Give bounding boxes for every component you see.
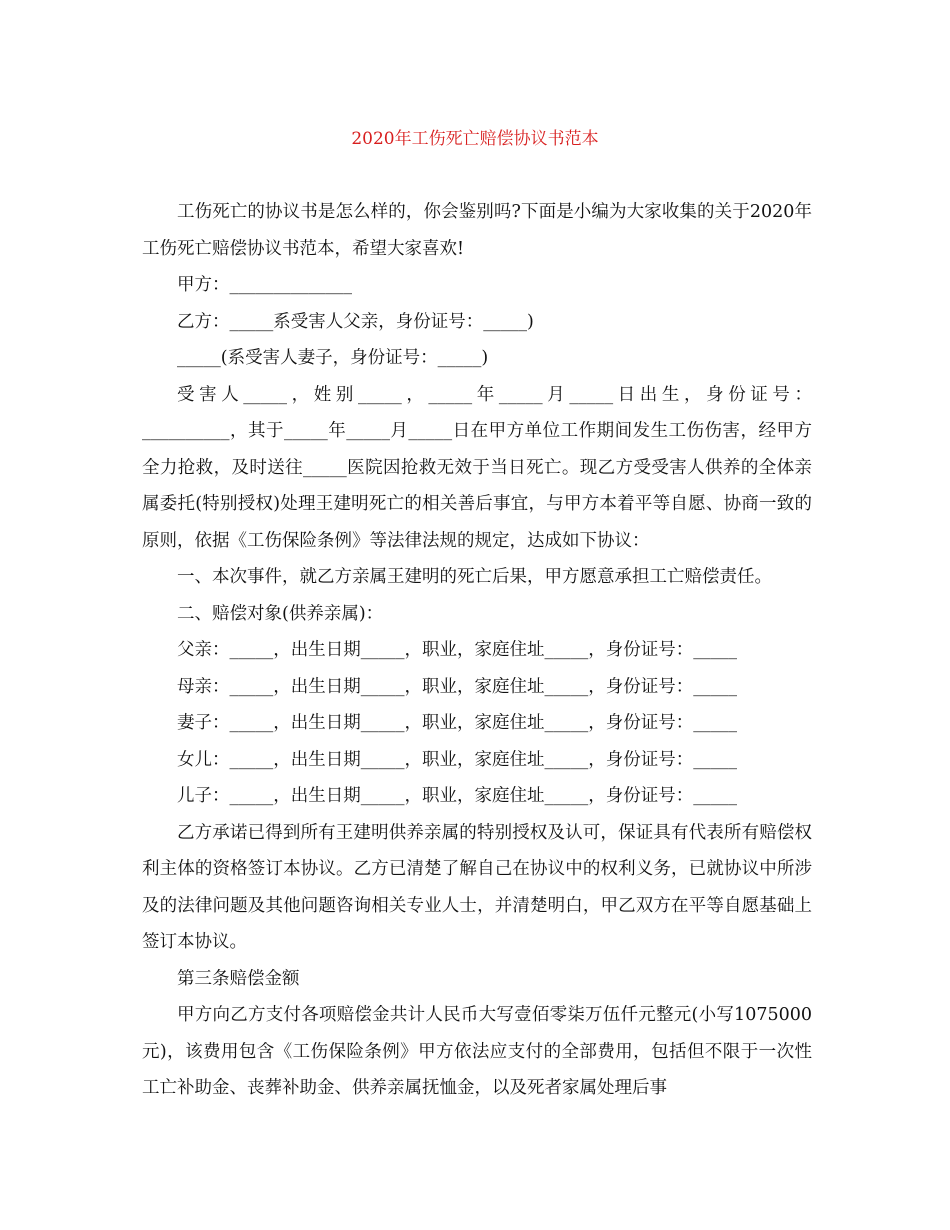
paragraph-party-a: 甲方：______________ [177, 275, 352, 295]
paragraph-intro: 工伤死亡的协议书是怎么样的，你会鉴别吗?下面是小编为大家收集的关于2020年工伤死亡赔偿协议书范本，希望大家喜欢! [142, 202, 812, 259]
paragraph-daughter: 女儿：_____，出生日期_____，职业，家庭住址_____，身份证号：_____ [177, 749, 737, 770]
paragraph-section-3-heading: 第三条赔偿金额 [177, 968, 300, 989]
paragraph-compensation: 甲方向乙方支付各项赔偿金共计人民币大写壹佰零柒万伍仟元整元(小写1075000元)，该费用包含《工伤保险条例》甲方依法应支付的全部费用，包括但不限于一次性工亡补助金、丧葬补助金、供养亲属抚恤金，以及死者家属处理后事 [142, 1005, 812, 1098]
paragraph-victim-info: 受害人_____，姓别_____，_____年_____月_____日出生，身份证号：__________，其于_____年_____月_____日在甲方单位工作期间发生工伤伤害，经甲方全力抢救，及时送往_____医院因抢救无效于当日死亡。现乙方受受害人供养的全体亲属委托(特别授权)处理王建明死亡的相关善后事宜，与甲方本着平等自愿、协商一致的原则，依据《工伤保险条例》等法律法规的规定，达成如下协议： [142, 384, 812, 551]
paragraph-authorization: 乙方承诺已得到所有王建明供养亲属的特别授权及认可，保证具有代表所有赔偿权利主体的资格签订本协议。乙方已清楚了解自己在协议中的权利义务，已就协议中所涉及的法律问题及其他问题咨询相关专业人士，并清楚明白，甲乙双方在平等自愿基础上签订本协议。 [142, 822, 812, 952]
document-body [142, 194, 812, 1107]
paragraph-father: 父亲：_____，出生日期_____，职业，家庭住址_____，身份证号：_____ [177, 640, 737, 660]
paragraph-mother: 母亲：_____，出生日期_____，职业，家庭住址_____，身份证号：_____ [177, 676, 737, 697]
paragraph-party-b-wife: _____(系受害人妻子，身份证号：_____) [177, 348, 489, 368]
paragraph-party-b: 乙方：_____系受害人父亲，身份证号：_____) [177, 311, 534, 332]
paragraph-clause-2: 二、赔偿对象(供养亲属)： [177, 603, 384, 624]
paragraph-son: 儿子：_____，出生日期_____，职业，家庭住址_____，身份证号：_____ [177, 786, 737, 806]
paragraph-wife: 妻子：_____，出生日期_____，职业，家庭住址_____，身份证号：_____ [177, 713, 737, 733]
paragraph-clause-1: 一、本次事件，就乙方亲属王建明的死亡后果，甲方愿意承担工亡赔偿责任。 [177, 567, 772, 587]
document-title: 2020年工伤死亡赔偿协议书范本 [351, 129, 599, 149]
